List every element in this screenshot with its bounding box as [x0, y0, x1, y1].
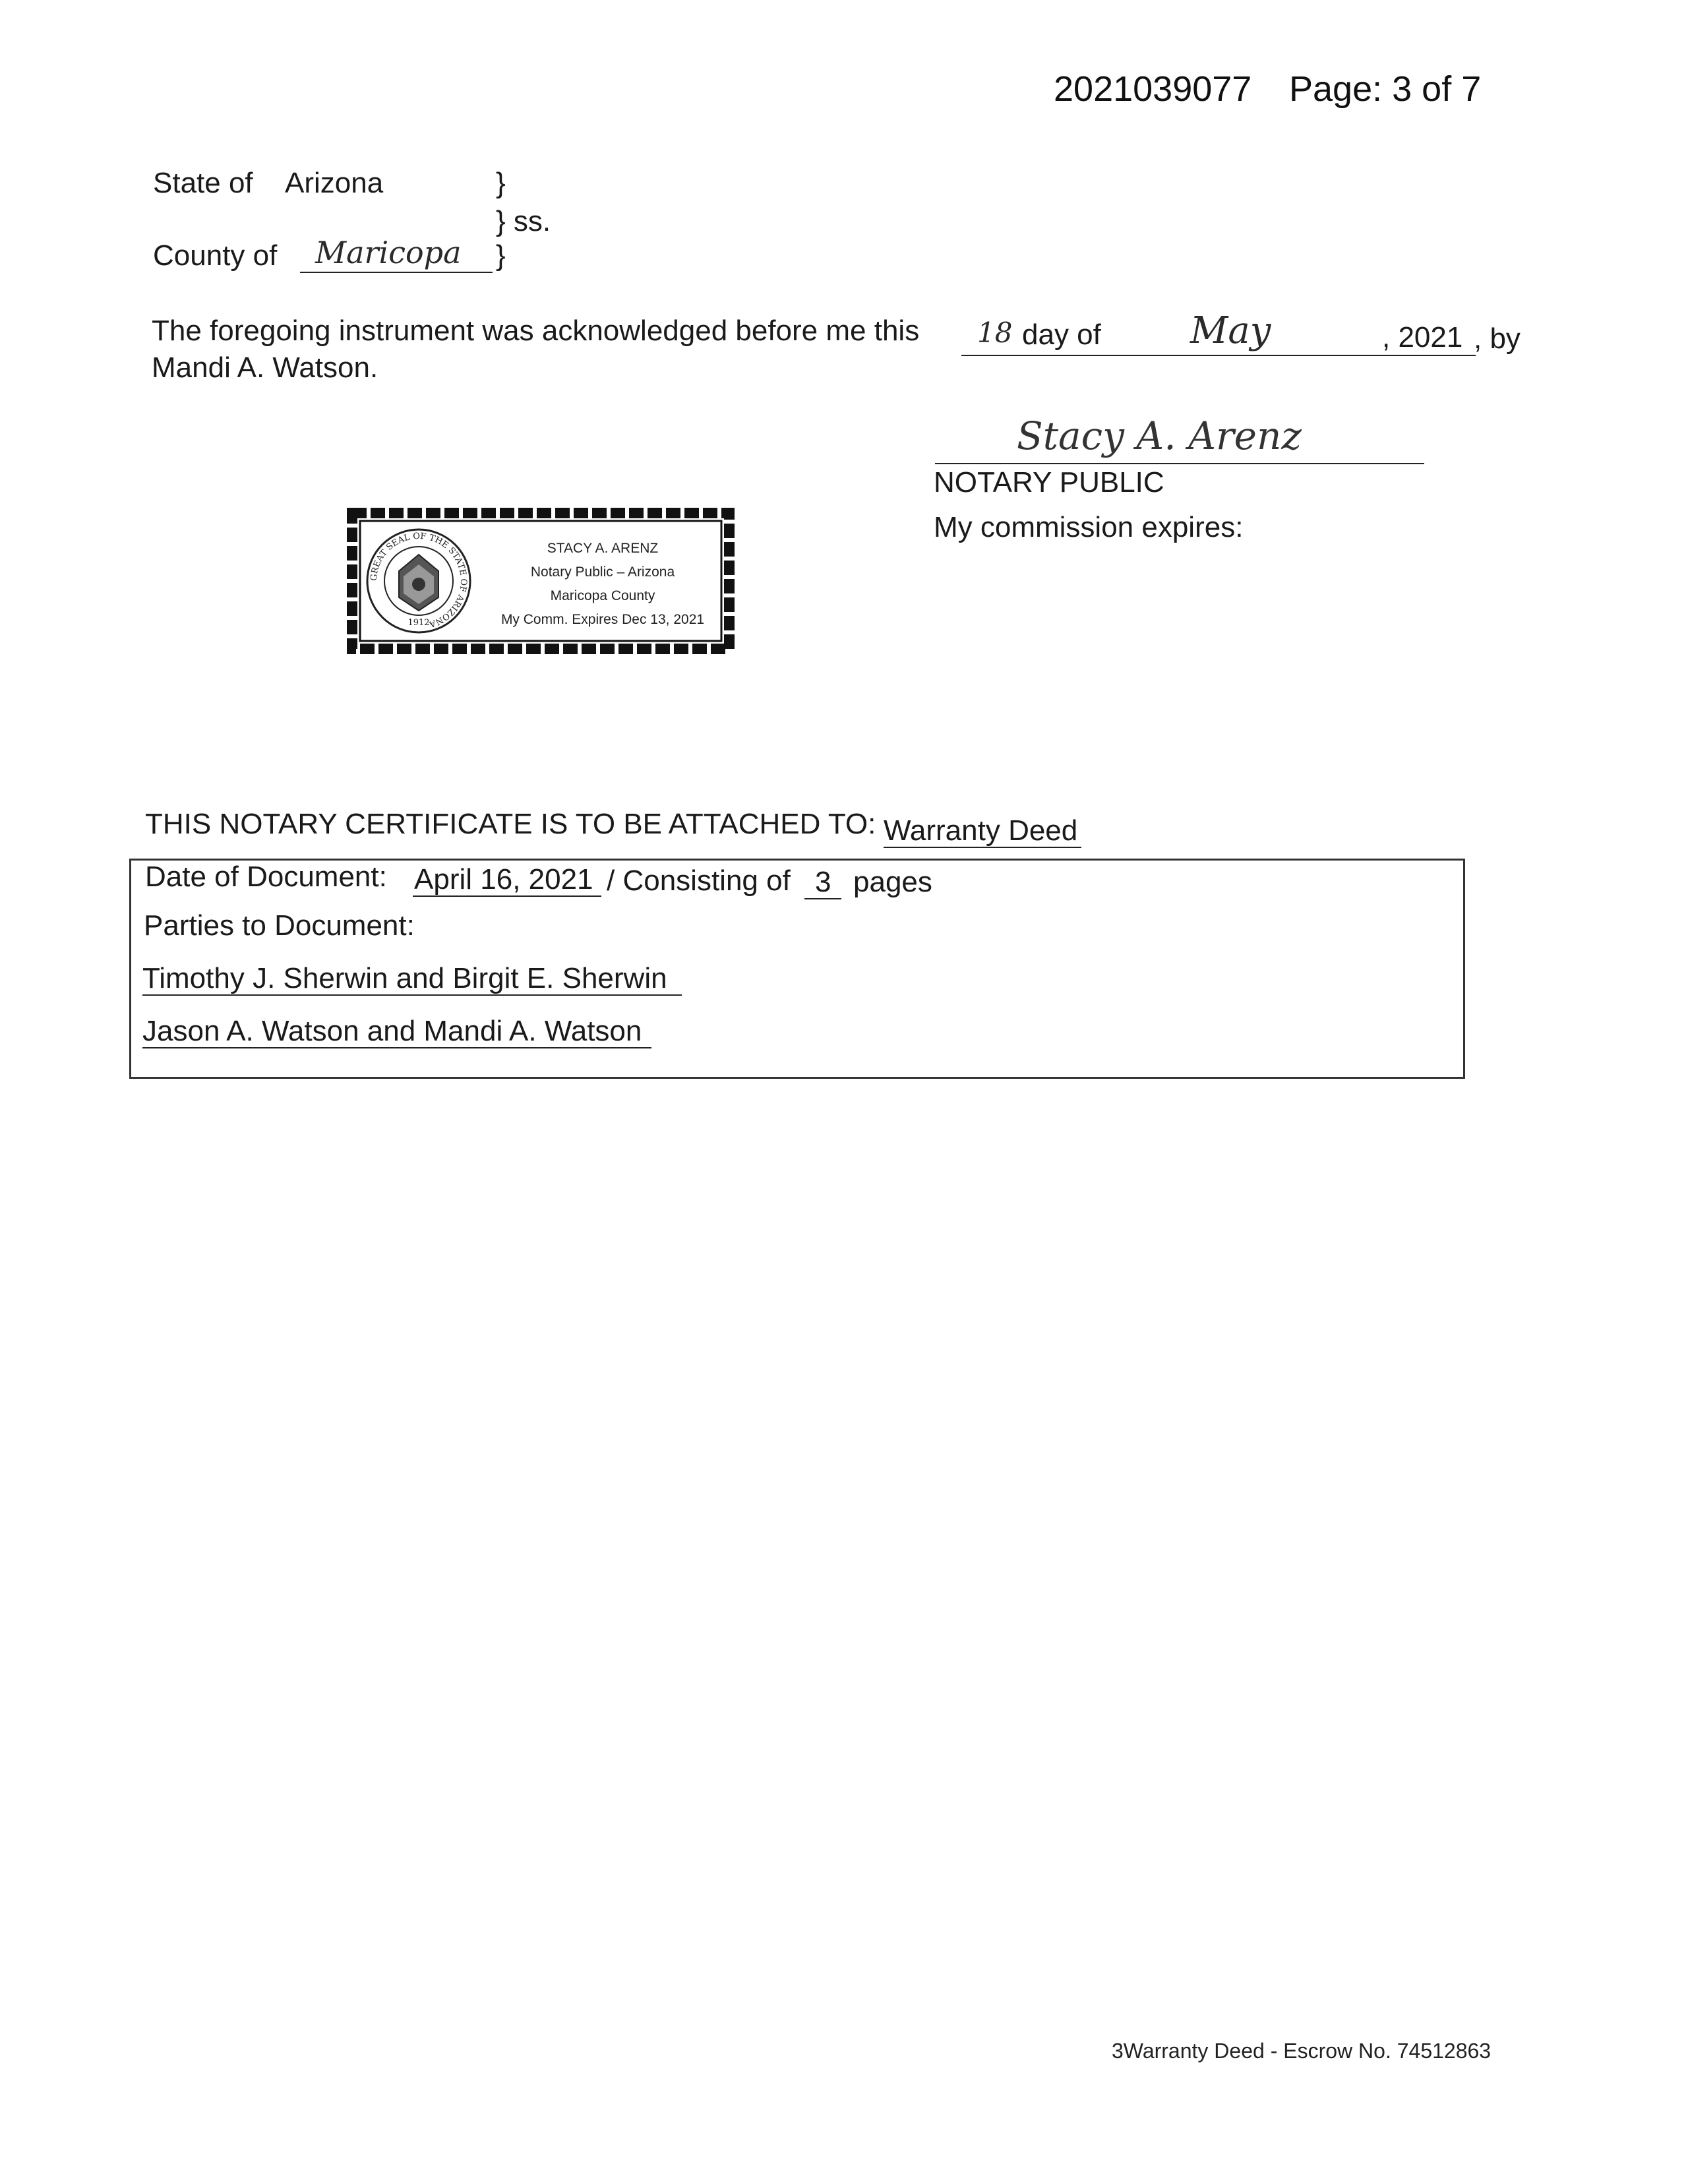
bracket-bottom: }	[496, 239, 506, 272]
county-label: County of	[153, 239, 278, 272]
pages-label: pages	[853, 866, 932, 898]
bracket-top: }	[496, 167, 506, 199]
notary-seal-stamp	[346, 506, 736, 655]
date-of-document-label: Date of Document:	[145, 861, 387, 893]
page-indicator: Page: 3 of 7	[1289, 69, 1482, 109]
seal-county: Maricopa County	[550, 588, 655, 603]
by-label: , by	[1474, 322, 1521, 355]
attached-document-type: Warranty Deed	[884, 814, 1078, 847]
attachment-heading: THIS NOTARY CERTIFICATE IS TO BE ATTACHED TO:	[145, 808, 876, 840]
party-line-2-underline	[142, 1047, 651, 1048]
party-line-1: Timothy J. Sherwin and Birgit E. Sherwin	[142, 962, 667, 994]
footer-escrow-reference: 3Warranty Deed - Escrow No. 74512863	[1112, 2039, 1492, 2063]
party-line-2: Jason A. Watson and Mandi A. Watson	[142, 1015, 642, 1047]
signature-line	[935, 463, 1424, 464]
seal-expiration: My Comm. Expires Dec 13, 2021	[500, 612, 705, 627]
pages-count-underline	[804, 898, 841, 899]
day-value-handwritten: 18	[977, 317, 1013, 349]
seal-notary-title: Notary Public – Arizona	[530, 564, 675, 580]
month-value-handwritten: May	[1190, 309, 1271, 352]
state-label: State of	[153, 167, 253, 199]
year-value: , 2021	[1382, 321, 1463, 353]
notary-signature: Stacy A. Arenz	[1017, 413, 1302, 458]
commission-expires-label: My commission expires:	[934, 511, 1244, 543]
state-value: Arizona	[285, 167, 384, 199]
acknowledgment-text: The foregoing instrument was acknowledged before me this	[152, 315, 920, 347]
party-line-1-underline	[142, 994, 682, 996]
date-of-document-underline	[413, 895, 601, 897]
arizona-great-seal-icon	[363, 525, 475, 637]
instrument-number: 2021039077	[1054, 69, 1252, 109]
seal-notary-name: STACY A. ARENZ	[547, 541, 659, 556]
pages-count-value: 3	[815, 866, 831, 898]
date-of-document-value: April 16, 2021	[414, 863, 593, 895]
notary-title: NOTARY PUBLIC	[934, 466, 1164, 499]
county-underline	[300, 272, 493, 273]
parties-label: Parties to Document:	[144, 909, 415, 942]
consisting-of-label: / Consisting of	[607, 864, 791, 897]
county-value-handwritten: Maricopa	[315, 235, 462, 270]
signer-name: Mandi A. Watson.	[152, 351, 378, 384]
document-type-underline	[884, 847, 1081, 848]
svg-text:GREAT SEAL OF THE STATE OF ARI: GREAT SEAL OF THE STATE OF ARIZONA	[369, 531, 469, 629]
day-of-label: day of	[1022, 318, 1101, 351]
svg-text:1912: 1912	[407, 618, 430, 628]
ss-label: } ss.	[496, 205, 551, 237]
date-underline	[961, 355, 1476, 356]
